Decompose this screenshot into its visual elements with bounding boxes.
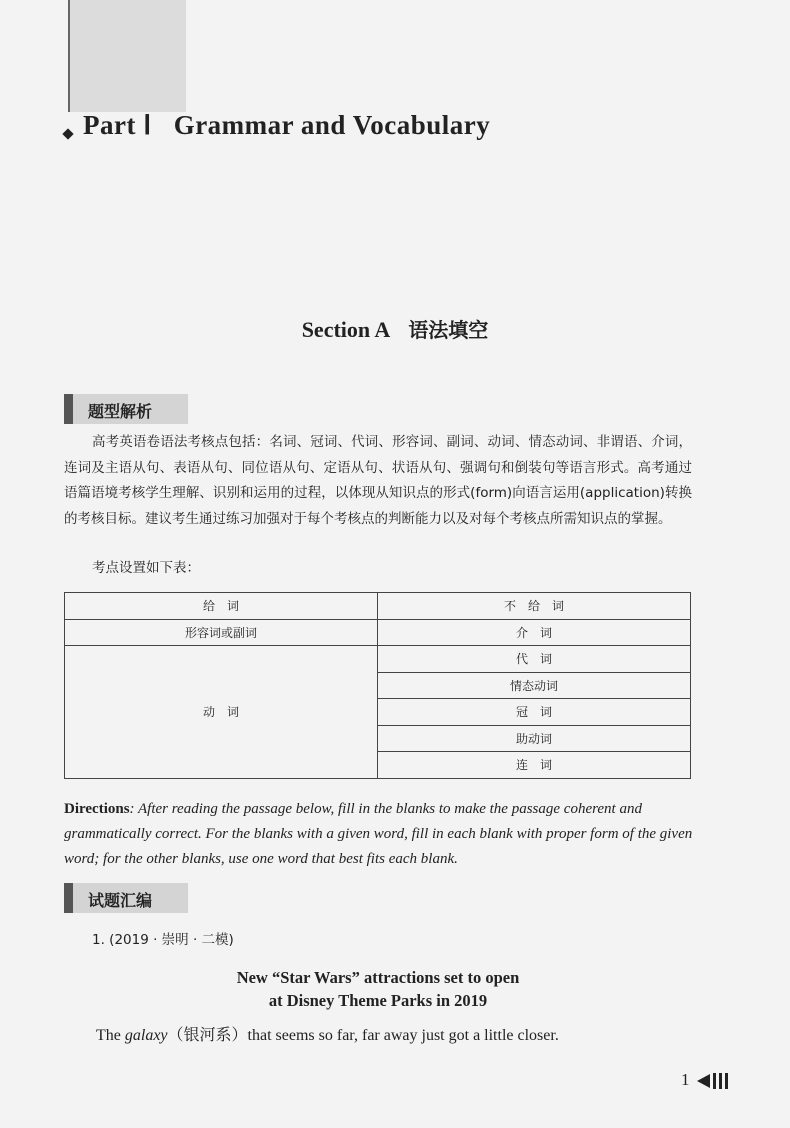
table-row <box>65 646 691 673</box>
table-note: 考点设置如下表： <box>92 560 200 576</box>
header-decoration-block <box>68 0 186 112</box>
directions-body: : After reading the passage below, fill in the blanks to make the passage coherent and grammatically correct. For the blanks with a given word, fill in each blank with proper form of the given word; for the other blanks, use one word that best fits each blank. <box>64 801 693 867</box>
table-cell-verb: 动 词 <box>65 646 378 779</box>
header-decoration-line <box>68 0 70 112</box>
page-bar-icon <box>725 1073 728 1089</box>
question-label: 1. (2019 · 崇明 · 二模) <box>92 932 234 948</box>
directions-text <box>64 797 694 872</box>
table-cell-pronoun: 代 词 <box>378 646 691 673</box>
page-arrow-icon <box>697 1074 710 1088</box>
page-number: 1 <box>681 1070 690 1089</box>
section-label: Section A <box>301 317 391 342</box>
section-title <box>0 314 790 343</box>
part-name: Grammar and Vocabulary <box>173 110 491 140</box>
tag-analysis <box>64 394 188 424</box>
diamond-bullet-icon <box>62 128 73 139</box>
table-cell-article: 冠 词 <box>378 699 691 726</box>
passage-start: The <box>96 1027 125 1044</box>
section-title-cn: 语法填空 <box>408 318 489 342</box>
table-cell-auxiliary: 助动词 <box>378 725 691 752</box>
table-cell-modal: 情态动词 <box>378 672 691 699</box>
article-title <box>0 966 756 1012</box>
table-header-given: 给 词 <box>65 593 378 620</box>
page-bar-icon <box>713 1073 716 1089</box>
table-header-not-given: 不 给 词 <box>378 593 691 620</box>
page-bar-icon <box>719 1073 722 1089</box>
part-label: Part <box>83 110 136 140</box>
grammar-points-table <box>64 592 691 779</box>
passage-word-galaxy: galaxy <box>124 1027 168 1044</box>
table-cell-conjunction: 连 词 <box>378 752 691 779</box>
table-row <box>65 619 691 646</box>
part-title <box>83 110 490 141</box>
table-cell-preposition: 介 词 <box>378 619 691 646</box>
passage-end: that seems so far, far away just got a little closer. <box>247 1027 559 1044</box>
table-cell-adj-adv: 形容词或副词 <box>65 619 378 646</box>
table-row <box>65 593 691 620</box>
tag-collection-label: 试题汇编 <box>88 891 153 910</box>
directions-label: Directions <box>64 801 130 817</box>
passage-gloss: （银河系） <box>167 1027 248 1044</box>
part-numeral: Ⅰ <box>143 110 152 140</box>
tag-analysis-label: 题型解析 <box>88 402 153 421</box>
intro-paragraph: 高考英语卷语法考核点包括：名词、冠词、代词、形容词、副词、动词、情态动词、非谓语、介词，连词及主语从句、表语从句、同位语从句、定语从句、状语从句、强调句和倒装句等语言形式。高考通过语篇语境考核学生理解、识别和运用的过程，以体现从知识点的形式(form)向语言运用(application)转换的考核目标。建议考生通过练习加强对于每个考核点的判断能力以及对每个考核点所需知识点的掌握。 <box>64 434 692 527</box>
tag-bar <box>64 394 73 424</box>
article-title-line1: New “Star Wars” attractions set to open <box>236 968 520 987</box>
tag-collection <box>64 883 188 913</box>
tag-bar <box>64 883 73 913</box>
article-title-line2: at Disney Theme Parks in 2019 <box>268 991 488 1010</box>
passage-first-sentence <box>96 1022 559 1045</box>
